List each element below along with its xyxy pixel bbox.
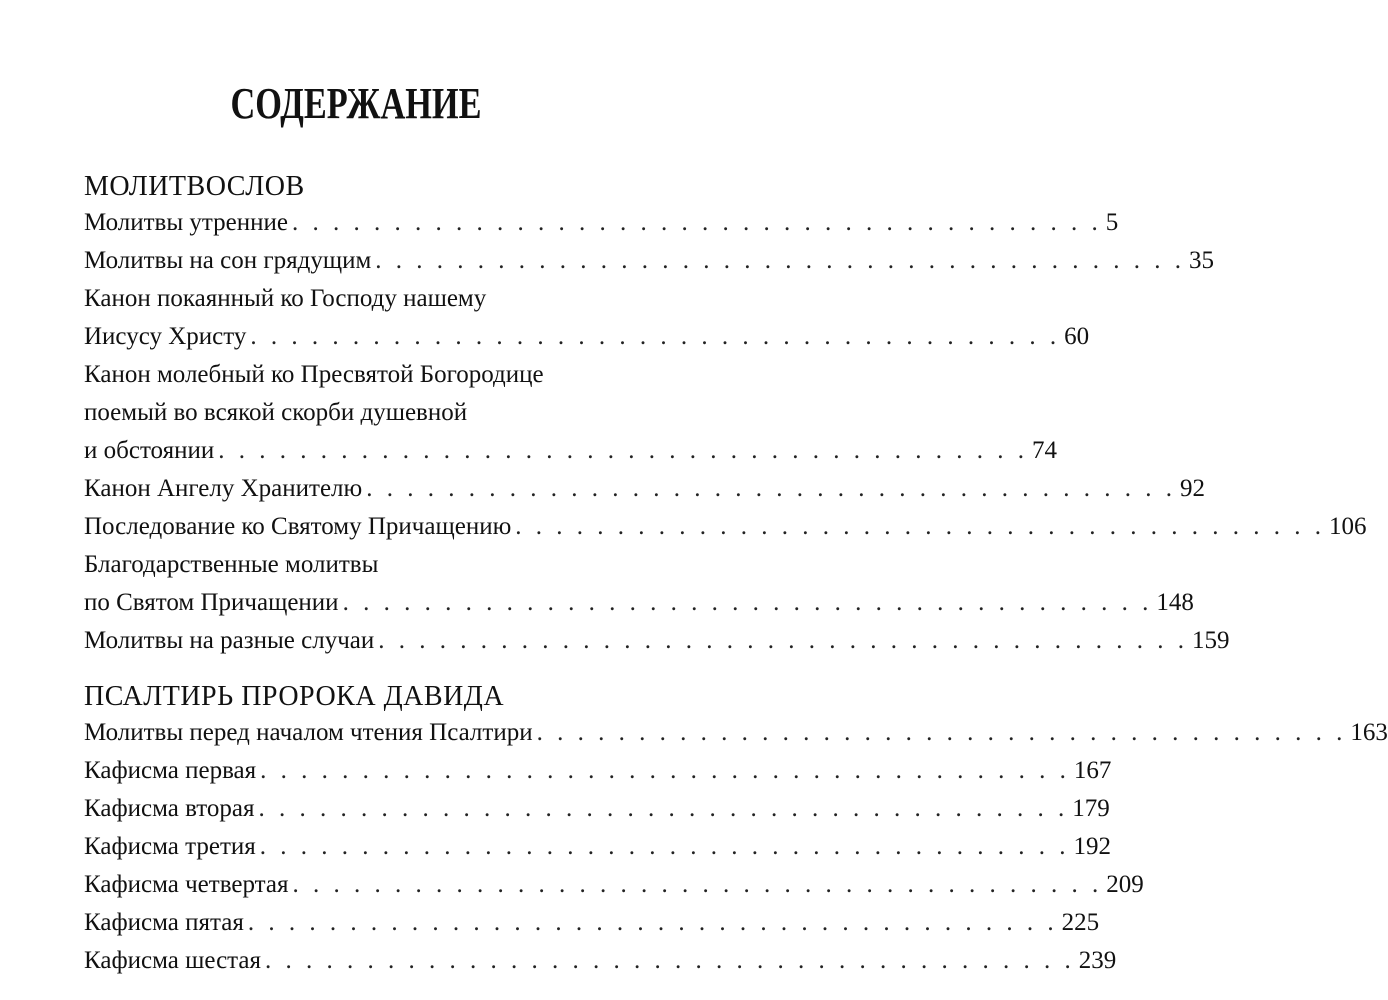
entry-title: Кафисма третия [84,833,256,860]
dot-leader: . . . . . . . . . . . . . . . . . . . . . . . . . . . . . . . . . . . . . . . . [260,757,1070,784]
toc-entry[interactable] [84,356,1057,470]
toc-entry[interactable] [84,622,1230,660]
dot-leader: . . . . . . . . . . . . . . . . . . . . . . . . . . . . . . . . . . . . . . . . [292,871,1103,898]
entry-page-number: 92 [1179,475,1205,502]
entry-page-number: 148 [1156,589,1194,616]
section-heading-psaltir: ПСАЛТИРЬ ПРОРОКА ДАВИДА [84,681,505,712]
dot-leader: . . . . . . . . . . . . . . . . . . . . . . . . . . . . . . . . . . . . . . . . [366,475,1176,502]
toc-entry[interactable] [84,470,1205,508]
entry-page-number: 106 [1329,513,1367,540]
entry-title-continued: поемый во всякой скорби душевной [84,399,468,426]
dot-leader: . . . . . . . . . . . . . . . . . . . . . . . . . . . . . . . . . . . . . . . . [259,833,1070,860]
entry-title-continued: по Святом Причащении [84,589,339,616]
entry-page-number: 192 [1073,833,1111,860]
dot-leader: . . . . . . . . . . . . . . . . . . . . . . . . . . . . . . . . . . . . . . . . [515,513,1326,540]
entry-title: Молитвы перед началом чтения Псалтири [84,719,533,746]
entry-title-continued: Иисусу Христу [84,323,247,350]
entry-title-continued: и обстоянии [84,437,215,464]
dot-leader: . . . . . . . . . . . . . . . . . . . . . . . . . . . . . . . . . . . . . . . . [378,627,1188,654]
dot-leader: . . . . . . . . . . . . . . . . . . . . . . . . . . . . . . . . . . . . . . . . [250,323,1061,350]
entry-title: Молитвы на разные случаи [84,627,375,654]
entry-page-number: 5 [1105,209,1119,236]
toc-entry[interactable] [84,866,1144,904]
entry-page-number: 159 [1192,627,1230,654]
entry-title: Последование ко Святому Причащению [84,513,512,540]
toc-entry[interactable] [84,790,1110,828]
entry-page-number: 239 [1078,947,1117,974]
entry-title: Кафисма шестая [84,947,262,974]
entry-page-number: 179 [1072,795,1110,822]
dot-leader: . . . . . . . . . . . . . . . . . . . . . . . . . . . . . . . . . . . . . . . . [258,795,1069,822]
page-title: СОДЕРЖАНИЕ [230,79,482,128]
entry-page-number: 209 [1106,871,1144,898]
dot-leader: . . . . . . . . . . . . . . . . . . . . . . . . . . . . . . . . . . . . . . . . [218,437,1028,464]
entry-title: Кафисма вторая [84,795,255,822]
section-heading-molitvoslov: МОЛИТВОСЛОВ [84,171,305,202]
entry-title: Благодарственные молитвы [84,551,379,578]
toc-entry[interactable] [84,546,1194,622]
toc-entry[interactable] [84,508,1367,546]
toc-entry[interactable] [84,828,1111,866]
toc-entry[interactable] [84,904,1100,942]
entry-title: Канон молебный ко Пресвятой Богородице [84,361,544,388]
dot-leader: . . . . . . . . . . . . . . . . . . . . . . . . . . . . . . . . . . . . . . . . [375,247,1186,274]
dot-leader: . . . . . . . . . . . . . . . . . . . . . . . . . . . . . . . . . . . . . . . . [342,589,1153,616]
toc-entry[interactable] [84,204,1119,242]
entry-title: Кафисма пятая [84,909,244,936]
entry-title: Молитвы утренние [84,209,288,236]
dot-leader: . . . . . . . . . . . . . . . . . . . . . . . . . . . . . . . . . . . . . . . . [265,947,1075,974]
entry-title: Канон Ангелу Хранителю [84,475,363,502]
entry-title: Молитвы на сон грядущим [84,247,372,274]
entry-page-number: 167 [1073,757,1112,784]
toc-entry[interactable] [84,942,1117,980]
dot-leader: . . . . . . . . . . . . . . . . . . . . . . . . . . . . . . . . . . . . . . . . [247,909,1058,936]
toc-entry[interactable] [84,280,1090,356]
entry-page-number: 225 [1061,909,1100,936]
table-of-contents [84,170,1388,980]
dot-leader: . . . . . . . . . . . . . . . . . . . . . . . . . . . . . . . . . . . . . . . . [291,209,1102,236]
entry-page-number: 35 [1189,247,1215,274]
entry-page-number: 74 [1031,437,1057,464]
toc-entry[interactable] [84,714,1388,752]
entry-title: Кафисма первая [84,757,257,784]
toc-entry[interactable] [84,242,1215,280]
dot-leader: . . . . . . . . . . . . . . . . . . . . . . . . . . . . . . . . . . . . . . . . [536,719,1347,746]
toc-entry[interactable] [84,752,1112,790]
entry-title: Кафисма четвертая [84,871,289,898]
entry-page-number: 163 [1350,719,1388,746]
entry-page-number: 60 [1064,323,1090,350]
entry-title: Канон покаянный ко Господу нашему [84,285,487,312]
